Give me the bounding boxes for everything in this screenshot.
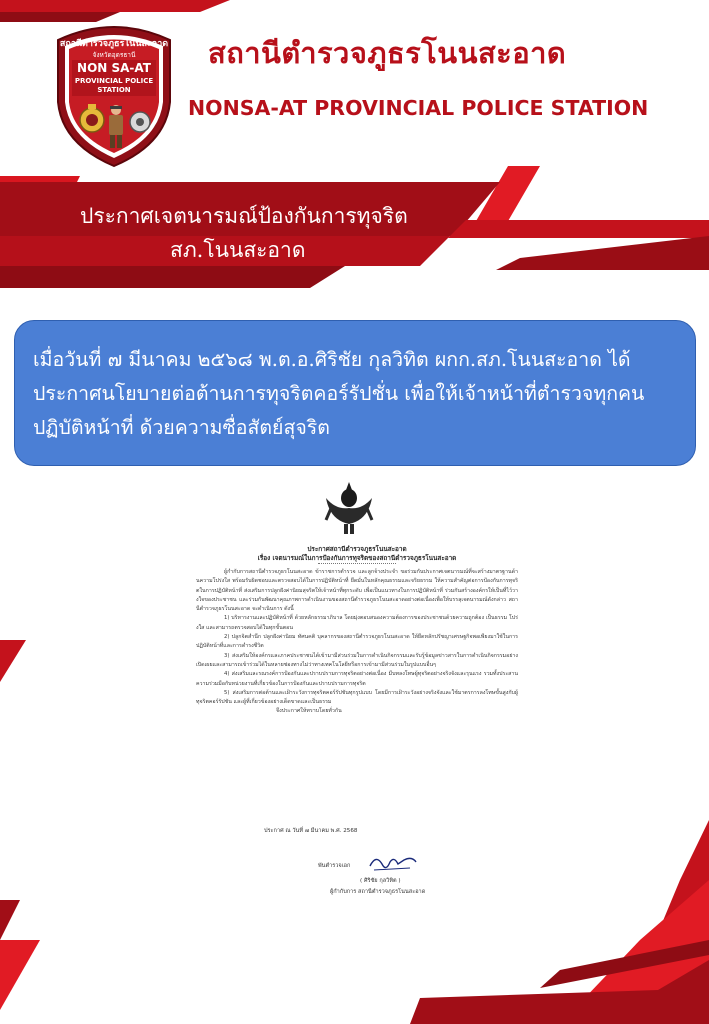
summary-text: เมื่อวันที่ ๗ มีนาคม ๒๕๖๘ พ.ต.อ.ศิริชัย กุลวิทิต ผกก.สภ.โนนสะอาด ได้ประกาศนโยบายต่อต้านการทุจริตคอร์รัปชั่น เพื่อให้เจ้าหน้าที่ตำรวจทุกคนปฏิบัติหน้าที่ ด้วยความซื่อสัตย์สุจริต	[33, 348, 645, 439]
signatory-name: ( ศิริชัย กุลวิทิต )	[360, 878, 401, 884]
signatory-rank: พันตำรวจเอก	[318, 863, 351, 869]
logo-arc-text: สถานีตำรวจภูธรโนนสะอาด	[59, 39, 169, 49]
document-intro: ผู้กำกับการสถานีตำรวจภูธรโนนสะอาด ข้าราชการตำรวจ และลูกจ้างประจำ ขอร่วมกันประกาศเจตนารมณ์ที่จะสร้างมาตรฐานด้านความโปร่งใส พร้อมรับผิดชอบและตรวจสอบได้ในการปฏิบัติหน้าที่ ยึดมั่นในหลักคุณธรรมและจริยธรรม ให้ความสำคัญต่อการป้องกันการทุจริตในการปฏิบัติหน้าที่ ส่งเสริมการปลูกฝังค่านิยมสุจริตให้เจ้าหน้าที่ทุกระดับ เพื่อเป็นแนวทางในการปฏิบัติหน้าที่ ร่วมกันสร้างองค์กรให้เป็นที่ไว้วางใจของประชาชน และร่วมกันพัฒนาคุณภาพการดำเนินงานของสถานีตำรวจภูธรโนนสะอาดอย่างต่อเนื่องเพื่อให้บรรลุเจตนารมณ์ดังกล่าว สถานีตำรวจภูธรโนนสะอาด จะดำเนินการ ดังนี้	[196, 569, 518, 613]
document-subject: เรื่อง เจตนารมณ์ในการป้องกันการทุจริตของสถานีตำรวจภูธรโนนสะอาด	[257, 554, 457, 562]
footer-left-decoration	[0, 640, 80, 1024]
signature	[364, 852, 420, 874]
announcement-banner	[0, 158, 709, 318]
station-title-thai: สถานีตำรวจภูธรโนนสะอาด	[208, 36, 567, 70]
summary-box	[14, 320, 696, 466]
announcement-document	[168, 478, 546, 914]
station-title-english: NONSA-AT PROVINCIAL POLICE STATION	[188, 96, 649, 120]
signatory-position: ผู้กำกับการ สถานีตำรวจภูธรโนนสะอาด	[330, 889, 426, 895]
document-closing: จึงประกาศให้ทราบโดยทั่วกัน	[276, 708, 342, 715]
logo-subtext-2: STATION	[97, 86, 131, 94]
logo-province-text: จังหวัดอุดรธานี	[92, 51, 136, 59]
announcement-title: ประกาศเจตนารมณ์ป้องกันการทุจริต	[80, 204, 408, 228]
document-item-3: 3) ส่งเสริมให้องค์กรและภาคประชาชนได้เข้ามามีส่วนร่วมในการดำเนินกิจกรรมและรับรู้ข้อมูลข่าวสารในการดำเนินกิจกรรมอย่างเปิดเผยและสามารถเข้าร่วมได้ในหลายช่องทางไม่ว่าทางเทคโนโลยีหรือการเข้ามามีส่วนร่วมในรูปแบบอื่นๆ	[196, 652, 518, 668]
badge-icon	[130, 112, 150, 132]
document-item-2: 2) ปลูกจิตสำนึก ปลูกฝังค่านิยม ทัศนคติ บุคลากรของสถานีตำรวจภูธรโนนสะอาด ให้ยึดหลักปรัชญาเศรษฐกิจพอเพียงมาใช้ในการปฏิบัติหน้าที่และการดำรงชีวิต	[196, 634, 518, 650]
document-date: ประกาศ ณ วันที่ ๗ มีนาคม พ.ศ. 2568	[264, 828, 358, 834]
document-heading: ประกาศสถานีตำรวจภูธรโนนสะอาด	[307, 545, 407, 553]
document-item-5: 5) ส่งเสริมการต่อต้านและเฝ้าระวังการทุจริตคอร์รัปชันทุกรูปแบบ โดยมีการเฝ้าระวังอย่างจริงจังและใช้มาตรการลงโทษขั้นสูงกับผู้ทุจริตคอร์รัปชัน และผู้ที่เกี่ยวข้องอย่างเด็ดขาดและเป็นธรรม	[196, 689, 518, 706]
announcement-subtitle: สภ.โนนสะอาด	[170, 238, 306, 262]
logo-subtext-1: PROVINCIAL POLICE	[74, 77, 154, 85]
police-station-logo	[50, 18, 178, 168]
document-item-4: 4) ส่งเสริมและรณรงค์การป้องกันและปราบปรามการทุจริตอย่างต่อเนื่อง มีบทลงโทษผู้ทุจริตอย่างจริงจังและรุนแรง รวมทั้งประสานความร่วมมือกับหน่วยงานที่เกี่ยวข้องในการป้องกันและปราบปรามการทุจริต	[196, 671, 518, 687]
document-item-1: 1) บริหารงานและปฏิบัติหน้าที่ ด้วยหลักธรรมาภิบาล โดยมุ่งตอบสนองความต้องการของประชาชนด้วยความถูกต้อง เป็นธรรม โปร่งใส และสามารถตรวจสอบได้ในทุกขั้นตอน	[196, 615, 518, 631]
logo-name-text: NON SA-AT	[77, 61, 151, 75]
document-body	[196, 568, 518, 717]
document-divider	[318, 563, 396, 564]
garuda-emblem-icon	[322, 480, 376, 536]
